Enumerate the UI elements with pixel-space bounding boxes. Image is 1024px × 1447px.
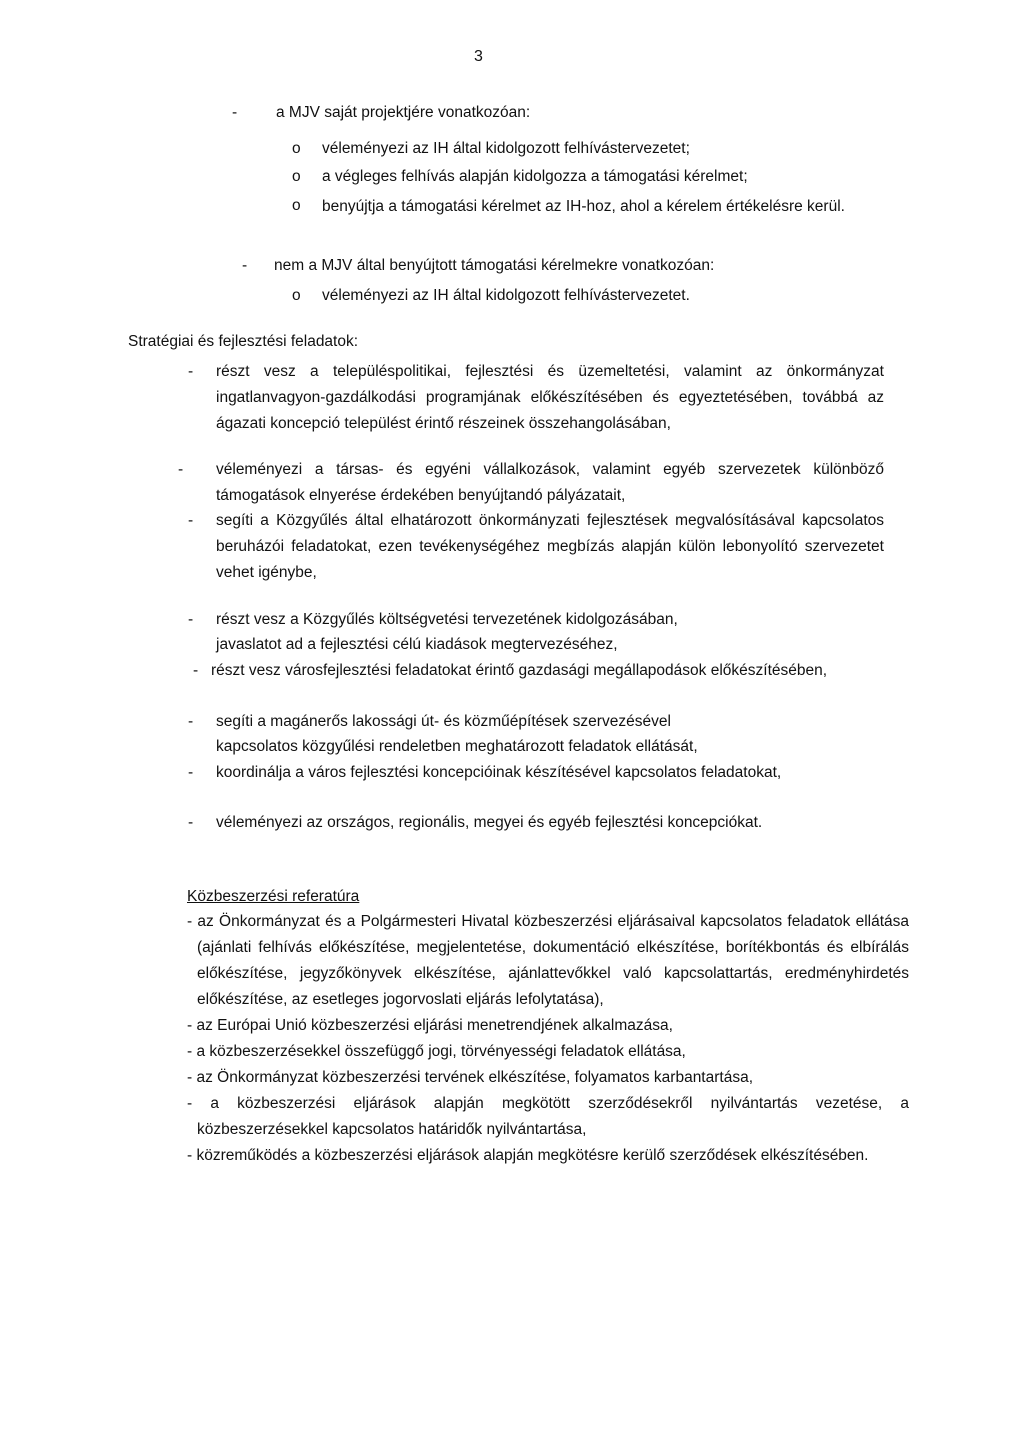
page-number: 3 [474, 48, 483, 65]
dash-marker: - [188, 713, 194, 730]
strategic-plain-line [216, 734, 884, 760]
mjv-subitem [292, 164, 912, 190]
strategic-item-text: részt vesz városfejlesztési feladatokat érintő gazdasági megállapodások előkészítésében, [211, 662, 828, 679]
procurement-item: - a közbeszerzésekkel összefüggő jogi, törvényességi feladatok ellátása, [187, 1043, 686, 1060]
mjv-subitem-text: véleményezi az IH által kidolgozott felhívástervezetet; [322, 140, 690, 157]
mjv-item [232, 100, 912, 126]
strategic-item [188, 359, 884, 437]
strategic-item [188, 810, 884, 836]
mjv-item-2-text: nem a MJV által benyújtott támogatási kérelmekre vonatkozóan: [274, 257, 715, 274]
procurement-item: - a közbeszerzési eljárások alapján megkötött szerződésekről nyilvántartás vezetése, a közbeszerzésekkel kapcsolatos határidők nyilvántartása, [187, 1095, 909, 1138]
strategic-item-text: koordinálja a város fejlesztési koncepcióinak készítésével kapcsolatos feladatokat, [216, 764, 782, 781]
mjv-subitem [292, 136, 912, 162]
strategic-item [188, 709, 884, 735]
procurement-item: - az Európai Unió közbeszerzési eljárási menetrendjének alkalmazása, [187, 1017, 673, 1034]
strategic-item [188, 508, 884, 586]
strategic-item-text: segíti a magánerős lakossági út- és közműépítések szervezésével [216, 713, 671, 730]
strategic-plain-text: javaslatot ad a fejlesztési célú kiadások megtervezéséhez, [216, 636, 618, 653]
procurement-item: - közreműködés a közbeszerzési eljárások alapján megkötésre kerülő szerződések elkészítésében. [187, 1147, 869, 1164]
dash-marker: - [193, 662, 199, 679]
strategic-item [188, 607, 884, 633]
dash-marker: - [232, 104, 238, 121]
circle-marker: o [292, 140, 301, 157]
dash-marker: - [188, 611, 194, 628]
circle-marker: o [292, 168, 301, 185]
dash-marker: - [188, 764, 194, 781]
circle-marker: o [292, 287, 301, 304]
strategic-item-text: véleményezi a társas- és egyéni vállalkozások, valamint egyéb szervezetek különböző támogatások elnyerése érdekében benyújtandó pályázatait, [216, 461, 884, 504]
procurement-item: - az Önkormányzat közbeszerzési tervének elkészítése, folyamatos karbantartása, [187, 1069, 753, 1086]
mjv-subitem-text: a végleges felhívás alapján kidolgozza a támogatási kérelmet; [322, 168, 748, 185]
procurement-item: - az Önkormányzat és a Polgármesteri Hivatal közbeszerzési eljárásaival kapcsolatos feladatok ellátása (ajánlati felhívás előkészítése, megjelentetése, dokumentáció elkészítése, borítékbontás és elbírálás előkészítése, jegyzőkönyvek elkészítése, ajánlattevőkkel való kapcsolattartás, eredményhirdetés előkészítése, az esetleges jogorvoslati eljárás lefolytatása), [187, 913, 909, 1008]
dash-marker: - [188, 512, 194, 529]
mjv-item-2 [242, 253, 922, 279]
strategic-item-text: részt vesz a településpolitikai, fejlesztési és üzemeltetési, valamint az önkormányzat ingatlanvagyon-gazdálkodási programjának előkészítésében és egyeztetésében, továbbá az ágazati koncepció települést érintő részeinek összehangolásában, [216, 363, 884, 432]
mjv-subitem-text: véleményezi az IH által kidolgozott felhívástervezetet. [322, 287, 690, 304]
procurement-heading: Közbeszerzési referatúra [187, 888, 360, 905]
procurement-list [187, 909, 909, 1169]
strategic-plain-text: kapcsolatos közgyűlési rendeletben meghatározott feladatok ellátását, [216, 738, 698, 755]
dash-marker: - [242, 257, 248, 274]
strategic-item-text: segíti a Közgyűlés által elhatározott önkormányzati fejlesztések megvalósításával kapcsolatos beruházói feladatokat, ezen tevékenységéhez megbízás alapján külön lebonyolító szervezetet vehet igénybe, [216, 512, 884, 581]
strategic-heading: Stratégiai és fejlesztési feladatok: [128, 333, 359, 350]
strategic-plain-line [216, 632, 884, 658]
strategic-item-text: véleményezi az országos, regionális, megyei és egyéb fejlesztési koncepciókat. [216, 814, 763, 831]
mjv-subitem [292, 193, 912, 221]
strategic-item [188, 760, 884, 786]
circle-marker: o [292, 197, 301, 214]
mjv-subitem [292, 283, 912, 309]
strategic-item [193, 658, 884, 684]
dash-marker: - [188, 814, 194, 831]
mjv-subitem-text: benyújtja a támogatási kérelmet az IH-hoz, ahol a kérelem értékelésre kerül. [322, 198, 845, 215]
dash-marker: - [178, 461, 184, 478]
strategic-item [178, 457, 884, 509]
mjv-item-text: a MJV saját projektjére vonatkozóan: [276, 104, 531, 121]
strategic-item-text: részt vesz a Közgyűlés költségvetési tervezetének kidolgozásában, [216, 611, 678, 628]
dash-marker: - [188, 363, 194, 380]
